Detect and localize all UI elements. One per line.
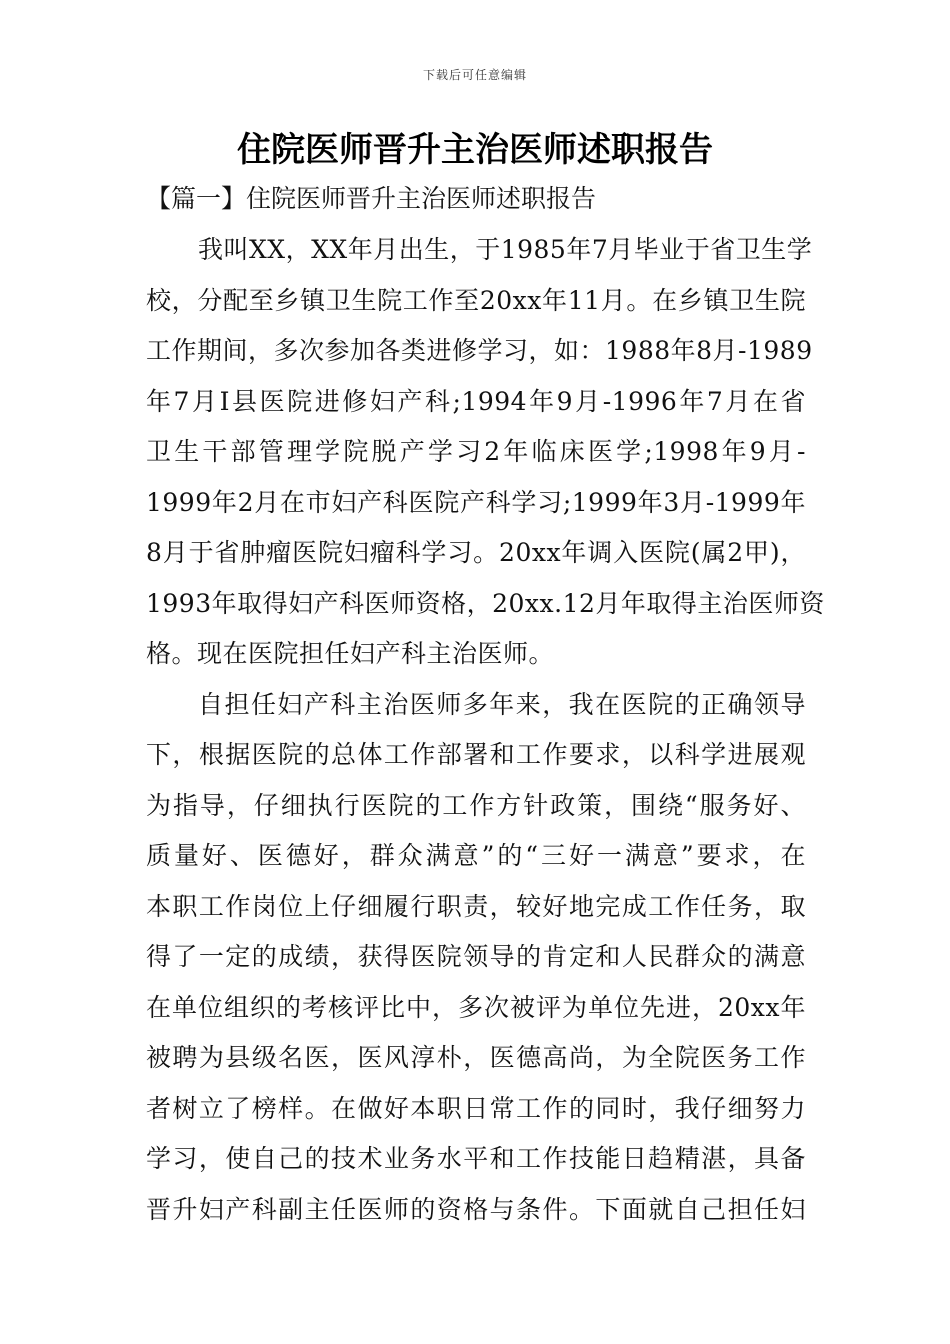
- body-line: 学习，使自己的技术业务水平和工作技能日趋精湛，具备: [146, 1144, 806, 1173]
- body-line: 为指导，仔细执行医院的工作方针政策，围绕“服务好、: [146, 790, 806, 820]
- body-line: 年7月I县医院进修妇产科;1994年9月-1996年7月在省: [146, 386, 806, 416]
- section-title: 【篇一】住院医师晋升主治医师述职报告: [146, 184, 597, 213]
- body-line: 质量好、医德好，群众满意”的“三好一满意”要求，在: [146, 841, 806, 870]
- body-line: 我叫XX，XX年月出生，于1985年7月毕业于省卫生学: [198, 235, 813, 264]
- body-line: 工作期间，多次参加各类进修学习，如：1988年8月-1989: [146, 336, 813, 365]
- body-line: 在单位组织的考核评比中，多次被评为单位先进，20xx年: [146, 992, 806, 1022]
- body-line: 格。现在医院担任妇产科主治医师。: [146, 639, 555, 668]
- body-line: 者树立了榜样。在做好本职日常工作的同时，我仔细努力: [146, 1093, 806, 1123]
- body-line: 8月于省肿瘤医院妇瘤科学习。20xx年调入医院(属2甲)，: [146, 538, 806, 567]
- body-line: 1993年取得妇产科医师资格，20xx.12月年取得主治医师资: [146, 588, 825, 618]
- body-line: 1999年2月在市妇产科医院产科学习;1999年3月-1999年: [146, 487, 806, 517]
- body-line: 得了一定的成绩，获得医院领导的肯定和人民群众的满意: [146, 942, 806, 971]
- header-note: 下载后可任意编辑: [422, 68, 527, 82]
- document-title: 住院医师晋升主治医师述职报告: [237, 130, 713, 170]
- body-line: 自担任妇产科主治医师多年来，我在医院的正确领导: [198, 689, 806, 719]
- body-line: 本职工作岗位上仔细履行职责，较好地完成工作任务，取: [146, 891, 806, 921]
- body-line: 下，根据医院的总体工作部署和工作要求，以科学进展观: [146, 740, 806, 769]
- body-line: 校，分配至乡镇卫生院工作至20xx年11月。在乡镇卫生院: [146, 285, 806, 315]
- body-line: 被聘为县级名医，医风淳朴，医德高尚，为全院医务工作: [146, 1043, 806, 1072]
- body-line: 晋升妇产科副主任医师的资格与条件。下面就自己担任妇: [146, 1194, 806, 1224]
- body-text: [146, 228, 825, 1238]
- body-line: 卫生干部管理学院脱产学习2年临床医学;1998年9月-: [146, 437, 806, 466]
